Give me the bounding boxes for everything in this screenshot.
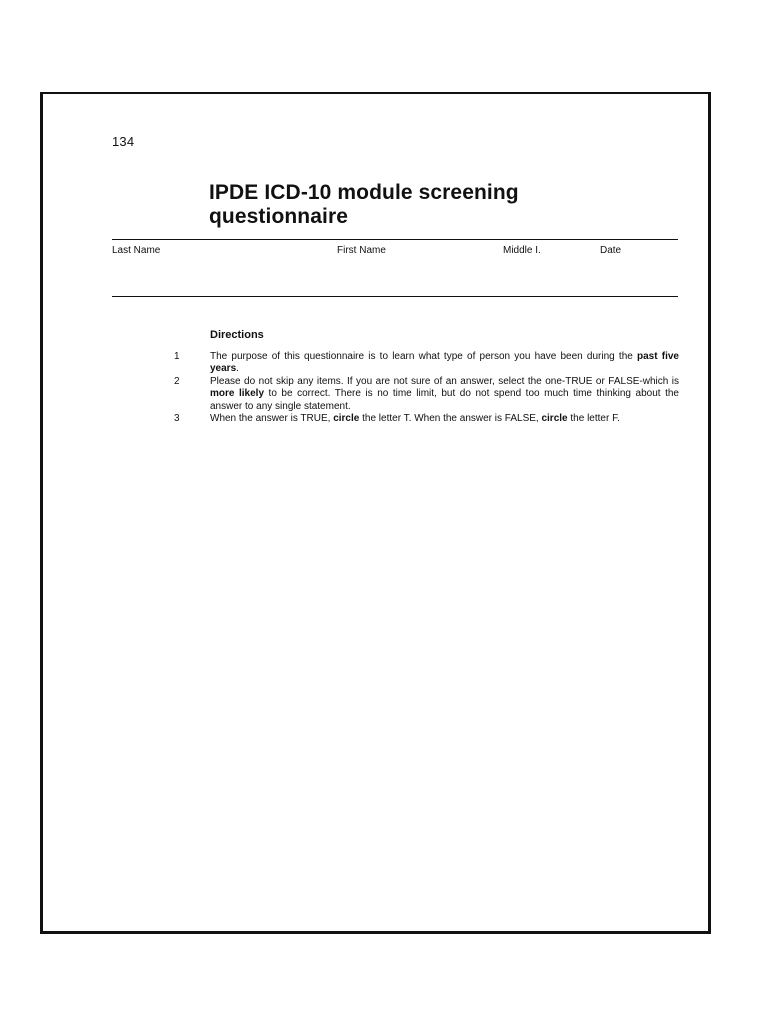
direction-emphasis: past five years [210,351,679,375]
form-top-rule [112,239,678,240]
middle-initial-label: Middle I. [503,245,541,256]
direction-text-part: The purpose of this questionnaire is to learn what type of person you have been during the [210,351,638,362]
direction-item-1 [171,351,679,376]
direction-text-part: the letter F. [567,413,620,425]
page-number: 134 [112,134,135,149]
direction-text [210,351,679,376]
last-name-label: Last Name [112,245,161,256]
direction-number: 3 [174,413,180,425]
direction-text [210,376,679,413]
direction-text-part: . [236,363,239,375]
form-bottom-rule [112,296,678,297]
direction-number: 2 [174,375,180,387]
direction-number: 1 [174,351,180,362]
direction-text-part: the letter T. When the answer is FALSE, [359,413,542,425]
direction-text-part: When the answer is TRUE, [210,413,334,425]
directions-heading: Directions [210,329,264,341]
title-line-2: questionnaire [209,205,348,228]
page-title [209,181,679,229]
direction-text-part: Please do not skip any items. If you are not sure of an answer, select the one-TRUE or FALSE-which is [210,375,679,387]
document-page [40,92,711,934]
direction-text-part: to be correct. There is no time limit, but do not spend too much time thinking about the answer to any single statement. [210,388,679,412]
direction-text [210,413,679,425]
date-label: Date [600,245,622,256]
first-name-label: First Name [337,245,386,256]
direction-item-2 [171,376,679,413]
direction-emphasis: more likely [210,388,265,400]
title-line-1: IPDE ICD-10 module screening [209,181,519,204]
directions-list [171,351,679,425]
direction-item-3 [171,413,679,425]
direction-emphasis: circle [541,413,568,425]
direction-emphasis: circle [333,413,360,425]
